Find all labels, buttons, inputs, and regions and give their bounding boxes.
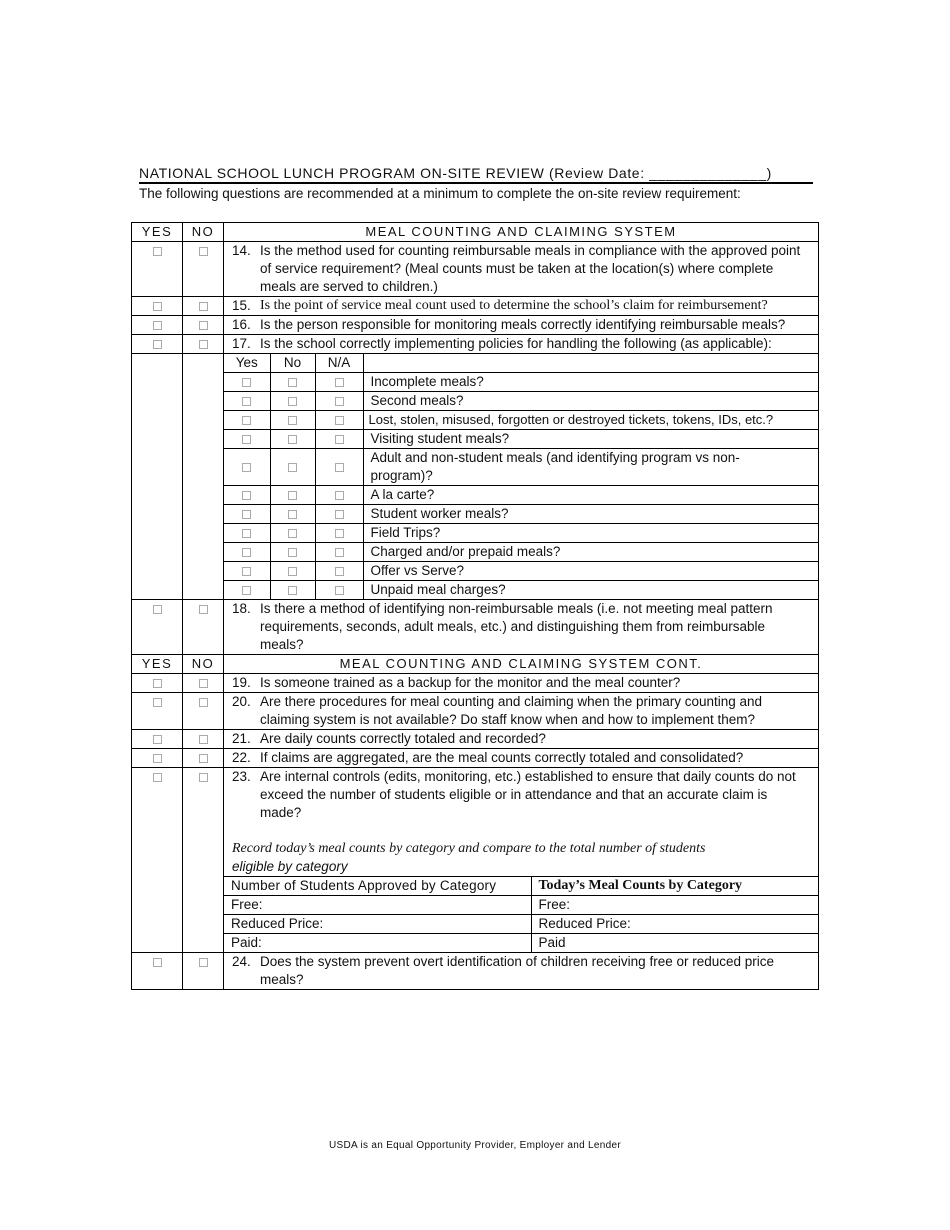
yes-checkbox-18[interactable] (153, 605, 162, 614)
no-checkbox-17[interactable] (199, 340, 208, 349)
policy-subtable (224, 354, 818, 599)
sub-yes-checkbox[interactable] (242, 586, 251, 595)
no-checkbox-18[interactable] (199, 605, 208, 614)
question-row-18 (132, 600, 819, 655)
question-number: 19. (232, 675, 251, 690)
review-table (131, 222, 819, 990)
approved-by-category-header: Number of Students Approved by Category (224, 877, 531, 896)
question-row-22 (132, 749, 819, 768)
question-row-17 (132, 335, 819, 354)
question-row-16 (132, 316, 819, 335)
policy-item-label: Charged and/or prepaid meals? (363, 543, 818, 562)
section-title: MEAL COUNTING AND CLAIMING SYSTEM (224, 223, 819, 242)
no-column-header: NO (183, 655, 224, 674)
no-checkbox-23[interactable] (199, 773, 208, 782)
question-row-14 (132, 242, 819, 297)
question-text: Are daily counts correctly totaled and recorded? (260, 731, 546, 746)
policy-item-row (224, 524, 818, 543)
yes-checkbox-24[interactable] (153, 958, 162, 967)
no-checkbox-21[interactable] (199, 735, 208, 744)
sub-yes-checkbox[interactable] (242, 529, 251, 538)
sub-na-checkbox[interactable] (335, 378, 344, 387)
no-checkbox-22[interactable] (199, 754, 208, 763)
question-number: 24. (232, 954, 251, 969)
policy-item-label: Field Trips? (363, 524, 818, 543)
sub-no-checkbox[interactable] (288, 529, 297, 538)
policy-item-row (224, 562, 818, 581)
yes-checkbox-22[interactable] (153, 754, 162, 763)
record-instructions: Record today’s meal counts by category and compare to the total number of students (232, 841, 706, 856)
sub-yes-checkbox[interactable] (242, 510, 251, 519)
section-header-row (132, 223, 819, 242)
policy-item-row (224, 505, 818, 524)
policy-item-label: Unpaid meal charges? (363, 581, 818, 600)
sub-yes-checkbox[interactable] (242, 435, 251, 444)
policy-item-row (224, 543, 818, 562)
question-number: 15. (232, 298, 251, 313)
sub-yes-checkbox[interactable] (242, 491, 251, 500)
policy-item-row (224, 581, 818, 600)
yes-checkbox-19[interactable] (153, 679, 162, 688)
sub-no-checkbox[interactable] (288, 567, 297, 576)
question-text: Is the person responsible for monitoring meals correctly identifying reimbursable meals? (260, 317, 786, 332)
question-number: 14. (232, 243, 251, 258)
question-text: If claims are aggregated, are the meal counts correctly totaled and consolidated? (260, 750, 744, 765)
sub-na-checkbox[interactable] (335, 416, 344, 425)
no-checkbox-14[interactable] (199, 247, 208, 256)
yes-checkbox-14[interactable] (153, 247, 162, 256)
yes-checkbox-21[interactable] (153, 735, 162, 744)
question-text: Is someone trained as a backup for the monitor and the meal counter? (260, 675, 681, 690)
question-row-23 (132, 768, 819, 953)
policy-item-label: A la carte? (363, 486, 818, 505)
meal-counts-table (224, 876, 818, 952)
question-row-19 (132, 674, 819, 693)
sub-yes-checkbox[interactable] (242, 416, 251, 425)
sub-yes-header: Yes (224, 354, 270, 373)
question-number: 23. (232, 769, 251, 784)
sub-na-checkbox[interactable] (335, 567, 344, 576)
approved-free-field[interactable]: Free: (224, 896, 531, 915)
question-number: 16. (232, 317, 251, 332)
policy-item-label: Adult and non-student meals (and identifying program vs non-program)? (363, 449, 818, 486)
question-text: Does the system prevent overt identification of children receiving free or reduced price meals? (260, 954, 775, 987)
question-text: Are internal controls (edits, monitoring, etc.) established to ensure that daily counts do not exceed the number of students eligible or in attendance and that an accurate claim is made? (260, 769, 796, 820)
todays-counts-header: Today’s Meal Counts by Category (531, 877, 818, 896)
section-header-row-2 (132, 655, 819, 674)
question-text: Is the school correctly implementing policies for handling the following (as applicable): (260, 336, 772, 351)
todays-reduced-field[interactable]: Reduced Price: (531, 915, 818, 934)
sub-yes-checkbox[interactable] (242, 397, 251, 406)
no-checkbox-24[interactable] (199, 958, 208, 967)
question-row-15 (132, 297, 819, 316)
question-number: 20. (232, 694, 251, 709)
sub-yes-checkbox[interactable] (242, 463, 251, 472)
question-row-24 (132, 953, 819, 990)
todays-free-field[interactable]: Free: (531, 896, 818, 915)
question-number: 18. (232, 601, 251, 616)
yes-checkbox-23[interactable] (153, 773, 162, 782)
policy-item-row (224, 373, 818, 392)
question-text: Is there a method of identifying non-reimbursable meals (i.e. not meeting meal pattern requirements, seconds, adult meals, etc.) and distinguishing them from reimbursable meals? (260, 601, 773, 652)
sub-no-checkbox[interactable] (288, 548, 297, 557)
sub-na-checkbox[interactable] (335, 529, 344, 538)
approved-reduced-field[interactable]: Reduced Price: (224, 915, 531, 934)
policy-item-label: Visiting student meals? (363, 430, 818, 449)
no-checkbox-15[interactable] (199, 302, 208, 311)
policy-item-label: Second meals? (363, 392, 818, 411)
no-column-header: NO (183, 223, 224, 242)
sub-na-checkbox[interactable] (335, 435, 344, 444)
record-instructions-cont: eligible by category (232, 859, 348, 874)
sub-no-checkbox[interactable] (288, 435, 297, 444)
policy-item-label: Incomplete meals? (363, 373, 818, 392)
question-row-20 (132, 693, 819, 730)
sub-na-checkbox[interactable] (335, 491, 344, 500)
policy-item-row (224, 486, 818, 505)
sub-no-header: No (270, 354, 315, 373)
page-subtitle: The following questions are recommended at a minimum to complete the on-site review requirement: (139, 186, 741, 201)
policy-item-row (224, 411, 818, 430)
page-title: NATIONAL SCHOOL LUNCH PROGRAM ON-SITE REVIEW (Review Date: ______________) (139, 165, 813, 184)
sub-yes-checkbox[interactable] (242, 567, 251, 576)
sub-na-checkbox[interactable] (335, 397, 344, 406)
yes-checkbox-15[interactable] (153, 302, 162, 311)
sub-no-checkbox[interactable] (288, 586, 297, 595)
sub-na-checkbox[interactable] (335, 510, 344, 519)
question-row-21 (132, 730, 819, 749)
page-footer: USDA is an Equal Opportunity Provider, Employer and Lender (329, 1140, 621, 1151)
no-checkbox-20[interactable] (199, 698, 208, 707)
no-checkbox-19[interactable] (199, 679, 208, 688)
sub-na-checkbox[interactable] (335, 586, 344, 595)
policy-item-row (224, 430, 818, 449)
yes-column-header: YES (132, 223, 183, 242)
question-number: 21. (232, 731, 251, 746)
sub-no-checkbox[interactable] (288, 397, 297, 406)
no-checkbox-16[interactable] (199, 321, 208, 330)
question-text: Is the method used for counting reimbursable meals in compliance with the approved point of service requirement? (Meal counts must be taken at the location(s) where complete meals are served to children.) (260, 243, 801, 294)
policy-item-row (224, 392, 818, 411)
approved-paid-field[interactable]: Paid: (224, 934, 531, 953)
policy-item-row (224, 449, 818, 486)
sub-no-checkbox[interactable] (288, 491, 297, 500)
yes-checkbox-20[interactable] (153, 698, 162, 707)
policy-item-label: Lost, stolen, misused, forgotten or destroyed tickets, tokens, IDs, etc.? (363, 411, 818, 430)
sub-no-checkbox[interactable] (288, 510, 297, 519)
yes-checkbox-16[interactable] (153, 321, 162, 330)
sub-na-checkbox[interactable] (335, 548, 344, 557)
policy-item-label: Student worker meals? (363, 505, 818, 524)
sub-na-header: N/A (315, 354, 363, 373)
policy-item-label: Offer vs Serve? (363, 562, 818, 581)
question-text: Are there procedures for meal counting and claiming when the primary counting and claiming system is not available? Do staff know when and how to implement them? (260, 694, 763, 727)
sub-no-checkbox[interactable] (288, 416, 297, 425)
question-number: 22. (232, 750, 251, 765)
yes-checkbox-17[interactable] (153, 340, 162, 349)
question-17-subitems-row (132, 354, 819, 600)
todays-paid-field[interactable]: Paid (531, 934, 818, 953)
sub-yes-checkbox[interactable] (242, 548, 251, 557)
sub-yes-checkbox[interactable] (242, 378, 251, 387)
yes-column-header: YES (132, 655, 183, 674)
section-title-continued: MEAL COUNTING AND CLAIMING SYSTEM CONT. (224, 655, 819, 674)
sub-no-checkbox[interactable] (288, 463, 297, 472)
question-text: Is the point of service meal count used to determine the school’s claim for reimbursement? (260, 298, 768, 313)
sub-na-checkbox[interactable] (335, 463, 344, 472)
question-number: 17. (232, 336, 251, 351)
sub-no-checkbox[interactable] (288, 378, 297, 387)
